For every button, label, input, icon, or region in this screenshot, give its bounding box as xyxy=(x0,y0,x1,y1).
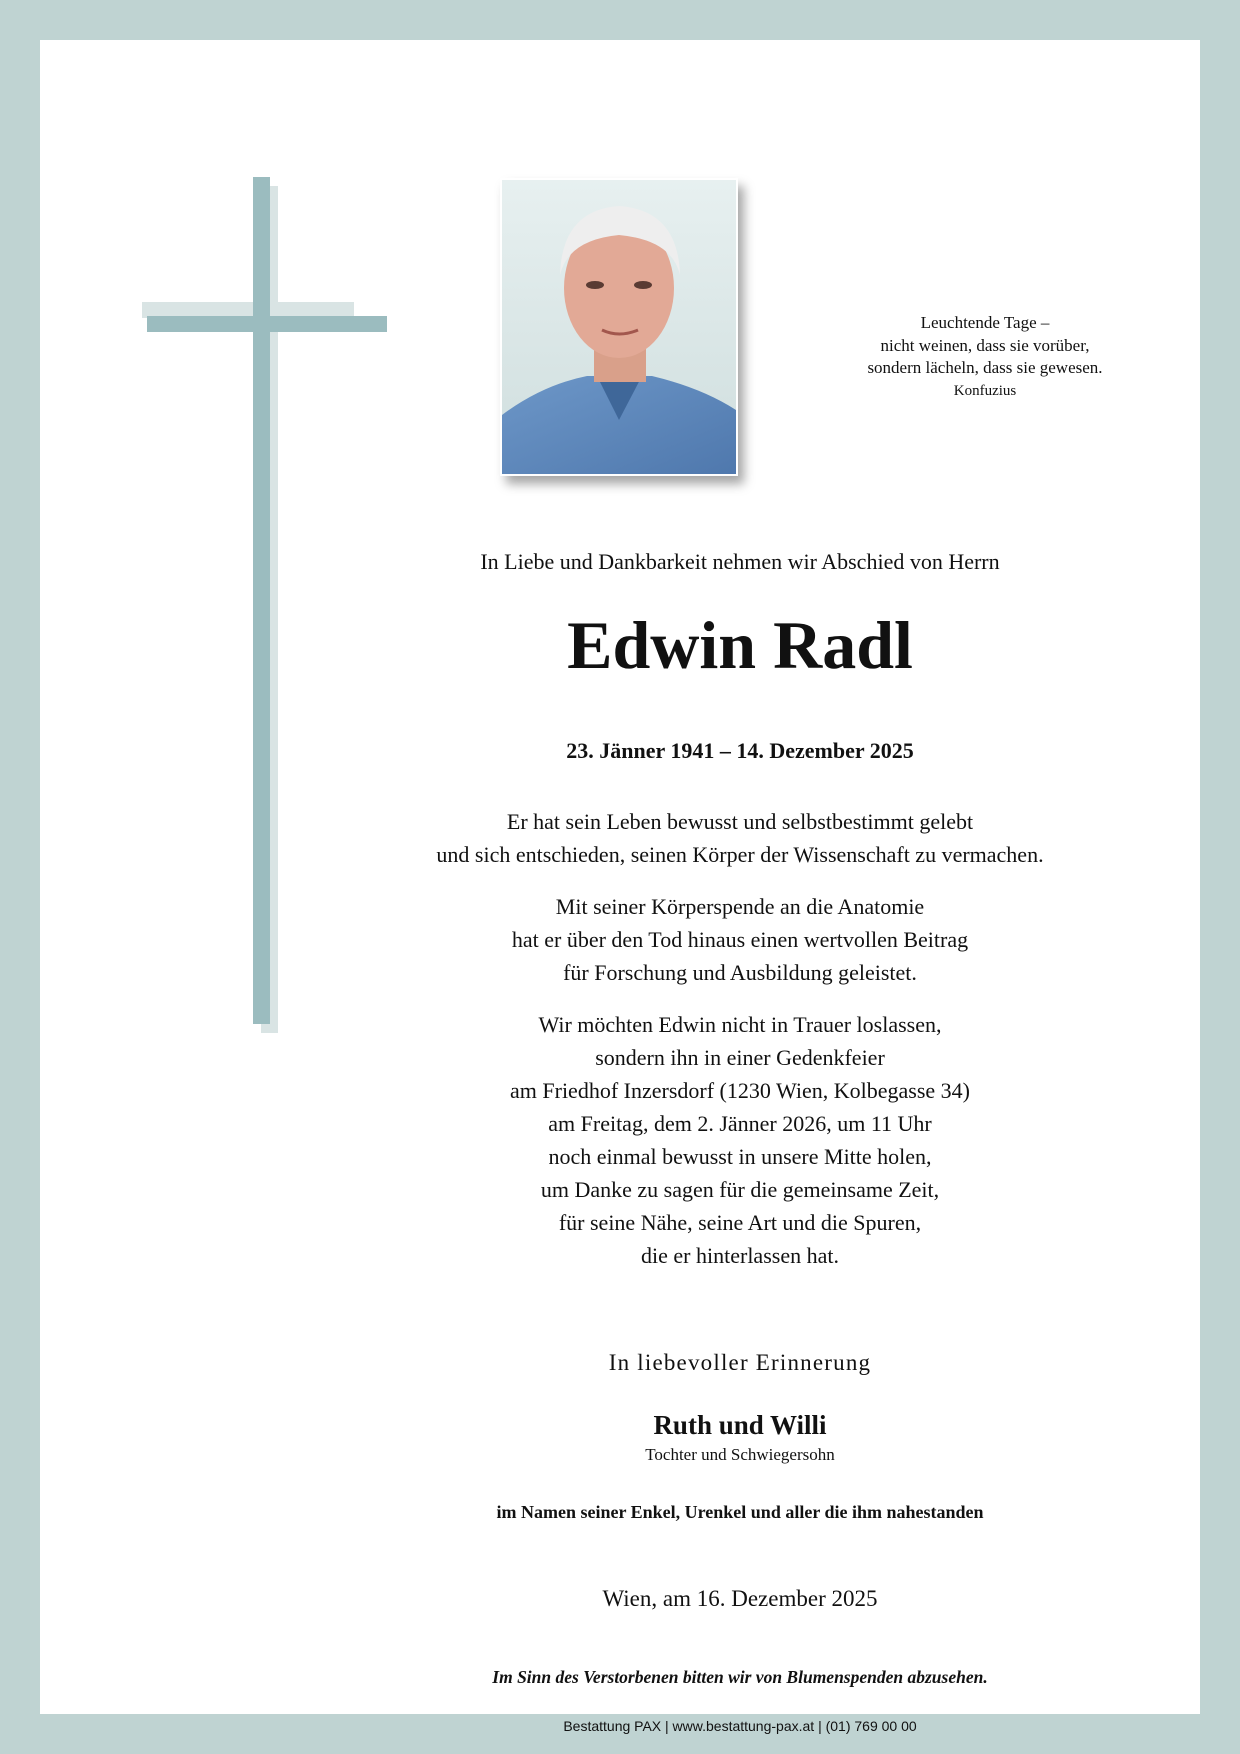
quote-line: nicht weinen, dass sie vorüber, xyxy=(880,335,1090,355)
quote-line: Leuchtende Tage – xyxy=(920,313,1050,332)
paragraph-1 xyxy=(370,805,1110,871)
paragraph-line: Er hat sein Leben bewusst und selbstbestimmt gelebt xyxy=(506,809,974,834)
paragraph-line: am Friedhof Inzersdorf (1230 Wien, Kolbegasse 34) xyxy=(510,1078,970,1103)
paragraph-line: Mit seiner Körperspende an die Anatomie xyxy=(555,894,925,919)
flowers-note: Im Sinn des Verstorbenen bitten wir von Blumenspenden abzusehen. xyxy=(492,1667,988,1687)
paragraph-line: sondern ihn in einer Gedenkfeier xyxy=(595,1045,885,1070)
signers-name: Ruth und Willi xyxy=(653,1410,827,1440)
life-dates: 23. Jänner 1941 – 14. Dezember 2025 xyxy=(566,738,914,763)
paragraph-line: für Forschung und Ausbildung geleistet. xyxy=(563,960,917,985)
quote-author: Konfuzius xyxy=(953,382,1017,399)
paragraph-line: hat er über den Tod hinaus einen wertvollen Beitrag xyxy=(511,927,969,952)
signers-relation: Tochter und Schwiegersohn xyxy=(645,1445,835,1464)
paragraph-line: am Freitag, dem 2. Jänner 2026, um 11 Uhr xyxy=(548,1111,932,1136)
paragraph-2 xyxy=(370,890,1110,989)
paragraph-line: Wir möchten Edwin nicht in Trauer loslassen, xyxy=(538,1012,942,1037)
place-date: Wien, am 16. Dezember 2025 xyxy=(602,1586,878,1611)
on-behalf-line: im Namen seiner Enkel, Urenkel und aller die ihm nahestanden xyxy=(496,1502,984,1522)
paragraph-line: und sich entschieden, seinen Körper der Wissenschaft zu vermachen. xyxy=(436,842,1044,867)
paragraph-3 xyxy=(370,1008,1110,1272)
paragraph-line: um Danke zu sagen für die gemeinsame Zeit, xyxy=(540,1177,940,1202)
intro-text: In Liebe und Dankbarkeit nehmen wir Abschied von Herrn xyxy=(480,549,1000,574)
quote xyxy=(830,312,1140,402)
paragraph-line: noch einmal bewusst in unsere Mitte holen, xyxy=(548,1144,932,1169)
quote-line: sondern lächeln, dass sie gewesen. xyxy=(867,358,1103,377)
paragraph-line: die er hinterlassen hat. xyxy=(641,1243,839,1268)
funeral-home-footer: Bestattung PAX | www.bestattung-pax.at | (01) 769 00 00 xyxy=(563,1718,917,1734)
paragraph-line: für seine Nähe, seine Art und die Spuren, xyxy=(558,1210,922,1235)
obituary-card xyxy=(40,40,1200,1734)
memory-line: In liebevoller Erinnerung xyxy=(608,1350,872,1375)
portrait-photo xyxy=(500,178,738,476)
deceased-name: Edwin Radl xyxy=(567,607,913,683)
